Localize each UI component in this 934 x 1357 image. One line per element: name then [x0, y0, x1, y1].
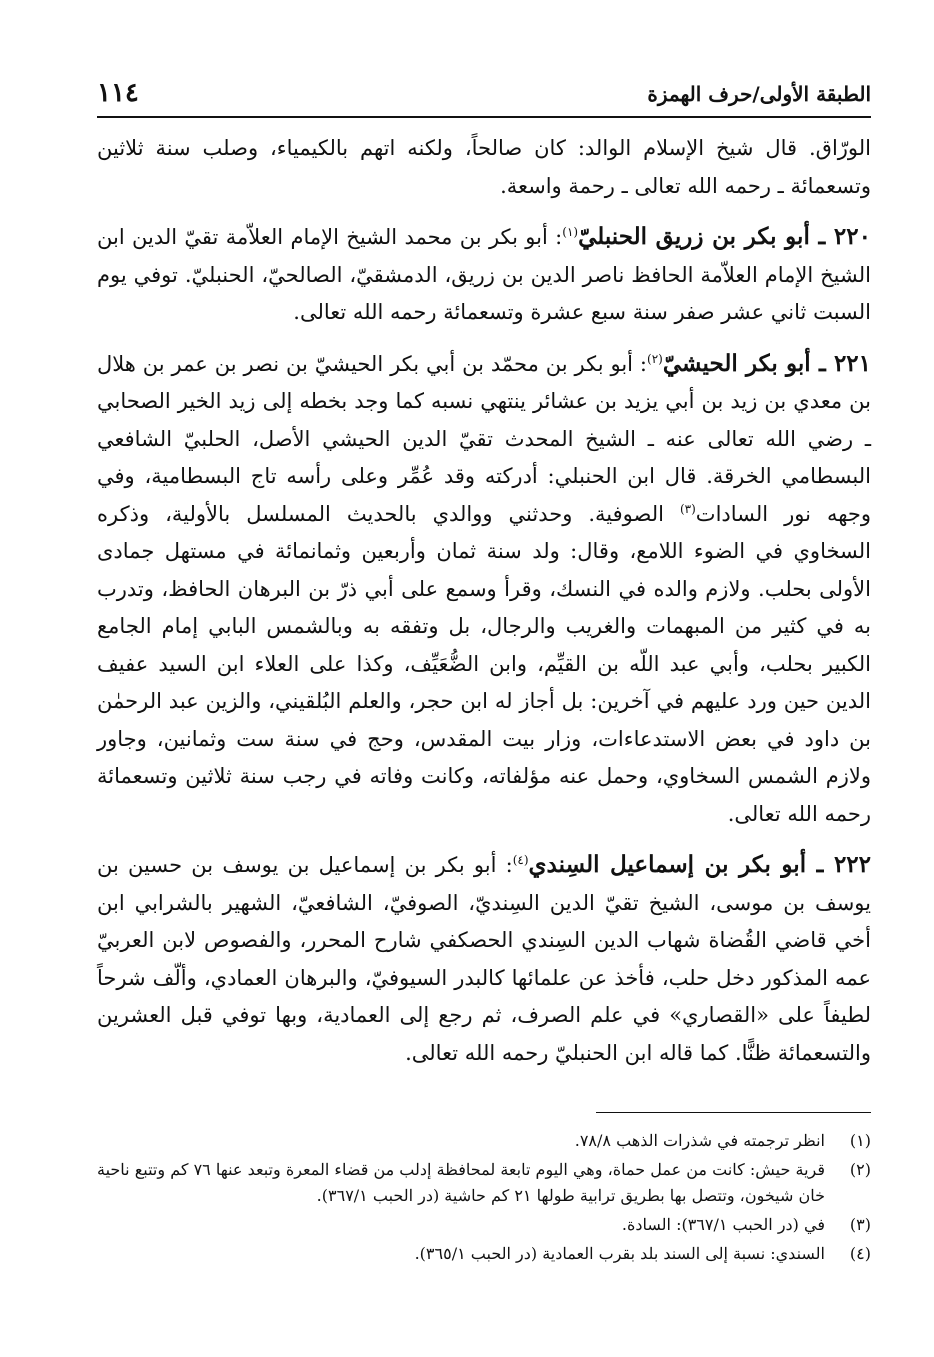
entry-title: ٢٢١ ـ أبو بكر الحيشيّ — [662, 349, 872, 377]
footnotes — [97, 1128, 871, 1270]
footnote-number: (٣) — [849, 1215, 871, 1234]
running-title: الطبقة الأولى/حرف الهمزة — [647, 82, 871, 106]
page-number: ١١٤ — [97, 78, 139, 108]
footnote-number: (٢) — [849, 1160, 871, 1179]
footnote-text: في (در الحبب ٣٦٧/١): السادة. — [621, 1215, 825, 1234]
footnote-ref[interactable]: (٤) — [512, 853, 529, 867]
footnote-item — [97, 1128, 871, 1154]
footnote-number: (١) — [849, 1131, 871, 1150]
page-header — [97, 76, 871, 118]
footnote-ref[interactable]: (٣) — [679, 501, 696, 516]
entry-body: : أبو بكر بن محمد الشيخ الإمام العلاّمة تقيّ الدين ابن الشيخ الإمام العلاّمة الحافظ ناصر الدين بن زريق، الدمشقيّ، الصالحيّ، الحنبليّ. توفي يوم السبت ثاني عشر صفر سنة سبع عشرة وتسعمائة رحمه الله تعالى. — [97, 225, 871, 324]
footnote-text: السندي: نسبة إلى السند بلد بقرب العمادية (در الحبب ٣٦٥/١). — [414, 1244, 825, 1263]
footnote-item — [97, 1241, 871, 1267]
footnote-text: انظر ترجمته في شذرات الذهب ٧٨/٨. — [574, 1131, 825, 1150]
intro-paragraph: الورّاق. قال شيخ الإسلام الوالد: كان صالحاً، ولكنه اتهم بالكيمياء، وصلب سنة ثلاثين وتسعمائة ـ رحمه الله تعالى ـ رحمة واسعة. — [97, 136, 871, 198]
main-text — [97, 130, 871, 1072]
entry-222 — [97, 846, 871, 1072]
entry-221 — [97, 345, 871, 834]
footnote-text: قرية حيش: كانت من عمل حماة، وهي اليوم تابعة لمحافظة إدلب من قضاء المعرة وتبعد عنها ٧٦ كم وتتبع ناحية خان شيخون، وتتصل بها بطريق ترابية طولها ٢١ كم حاشية (در الحبب ٣٦٧/١). — [97, 1160, 825, 1205]
entry-title: ٢٢٢ ـ أبو بكر بن إسماعيل السِندي — [528, 851, 871, 878]
entry-body: : أبو بكر بن إسماعيل بن يوسف بن حسين بن يوسف بن موسى، الشيخ تقيّ الدين السِنديّ، الصوفيّ، الشافعيّ، الشهير بالشرابي ابن أخي قاضي القُضاة شهاب الدين السِندي الحصكفي شارح المحرر، والفصوص لابن العربيّ عمه المذكور دخل حلب، فأخذ عن علمائها كالبدر السيوفيّ، والبرهان العمادي، وألّف شرحاً لطيفاً على «القصاري» في علم الصرف، ثم رجع إلى العمادية، وبها توفي قبل العشرين والتسعمائة ظنًّا. كما قاله ابن الحنبليّ رحمه الله تعالى. — [97, 853, 871, 1065]
footnote-item — [97, 1212, 871, 1238]
entry-220 — [97, 218, 871, 332]
entry-title: ٢٢٠ ـ أبو بكر بن زريق الحنبليّ — [578, 223, 871, 250]
footnote-number: (٤) — [849, 1244, 871, 1263]
footnote-ref[interactable]: (٢) — [647, 351, 663, 366]
footnote-divider — [596, 1112, 871, 1113]
footnote-item — [97, 1157, 871, 1209]
entry-body: : أبو بكر بن محمّد بن أبي بكر الحيشيّ بن نصر بن عمر بن هلال بن معدي بن زيد بن أبي يزيد بن عشائر ينتهي نسبه كما وجد بخطه إلى زيد الخير الصحابي ـ رضي الله تعالى عنه ـ الشيخ المحدث تقيّ الدين الحيشي الأصل، الحلبيّ الشافعي البسطامي الخرقة. قال ابن الحنبلي: أدركته وقد عُمِّر وعلى رأسه تاج البسطامية، وفي وجهه نور السادات — [97, 351, 871, 526]
entry-body-continued: الصوفية. وحدثني ووالدي بالحديث المسلسل بالأولية، وذكره السخاوي في الضوء اللامع، وقال: ولد سنة ثمان وأربعين وثمانمائة في مستهل جمادى الأولى بحلب. ولازم والده في النسك، وقرأ وسمع على أبي ذرّ بن البرهان الحافظ، وتدرب به في كثير من المبهمات والغريب والرجال، بل وتفقه به وبالشمس البابي إمام الجامع الكبير بحلب، وأبي عبد اللّه بن القيِّم، وابن الضُّعَيِّف، وكذا على العلاء ابن السيد عفيف الدين حين ورد عليهم في آخرين: بل أجاز له ابن حجر، والعلم البُلقيني، والزين عبد الرحمٰن بن داود في بعض الاستدعاءات، وزار بيت المقدس، وحج في سنة ست وثمانين، وجاور ولازم الشمس السخاوي، وحمل عنه مؤلفاته، وكانت وفاته في رجب سنة ثلاثين وتسعمائة رحمه الله تعالى. — [97, 501, 871, 826]
footnote-ref[interactable]: (١) — [562, 225, 579, 239]
